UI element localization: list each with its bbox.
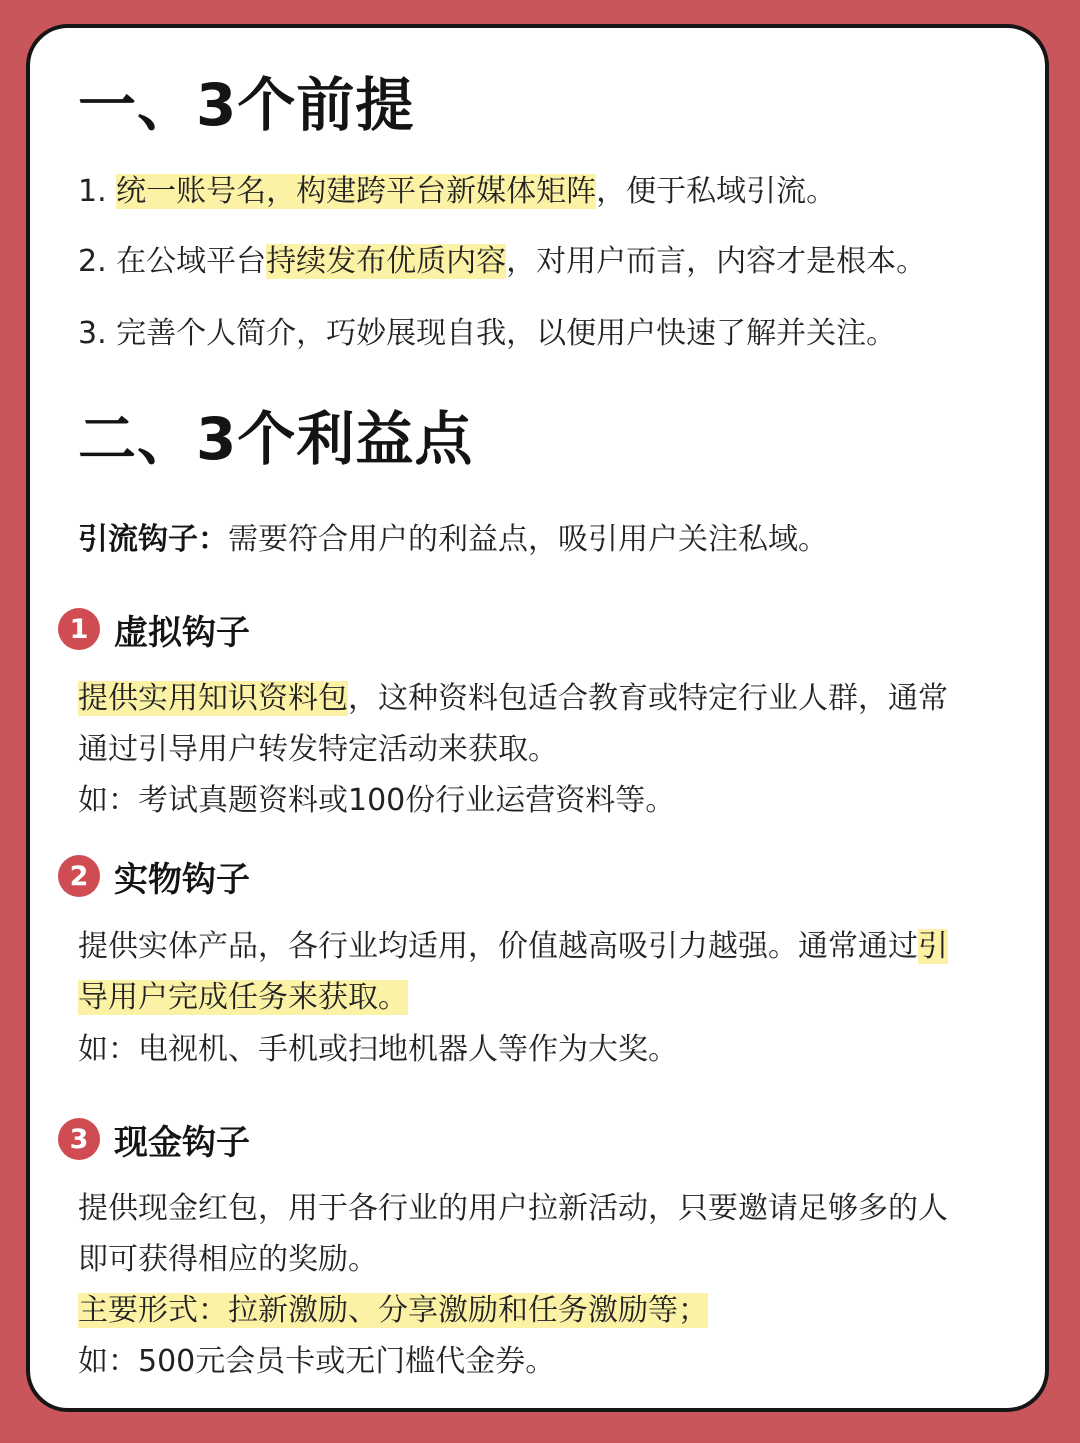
hook-1-line-2: 通过引导用户转发特定活动来获取。	[78, 732, 558, 767]
number-badge-3-icon: 3	[58, 1118, 100, 1160]
hook-1-title: 虚拟钩子	[114, 612, 250, 653]
hook-2-line-2	[78, 976, 408, 1020]
section-title-benefits: 二、3个利益点	[78, 405, 474, 473]
hook-2-heading	[58, 854, 250, 898]
hook-intro	[78, 518, 828, 562]
premise-1-rest: ，便于私域引流。	[596, 174, 837, 209]
hook-intro-label: 引流钩子：	[78, 522, 228, 557]
hook-1-line-1	[78, 677, 948, 721]
hook-3-line-1: 提供现金红包，用于各行业的用户拉新活动，只要邀请足够多的人	[78, 1191, 948, 1226]
hook-3-line-3	[78, 1289, 708, 1333]
hook-2-example: 如：电视机、手机或扫地机器人等作为大奖。	[78, 1032, 678, 1067]
premise-2-prefix: 2. 在公域平台	[78, 244, 267, 279]
premise-item-1	[78, 170, 836, 214]
hook-1-highlight: 提供实用知识资料包	[78, 681, 348, 716]
hook-3-example: 如：500元会员卡或无门槛代金券。	[78, 1344, 556, 1379]
number-badge-1-icon: 1	[58, 608, 100, 650]
premise-item-3: 3. 完善个人简介，巧妙展现自我，以便用户快速了解并关注。	[78, 316, 897, 351]
hook-2-line-2-highlight: 导用户完成任务来获取。	[78, 980, 408, 1015]
premise-2-highlight: 持续发布优质内容	[266, 244, 507, 279]
hook-1-line-1-rest: ，这种资料包适合教育或特定行业人群，通常	[348, 681, 948, 716]
hook-2-title: 实物钩子	[114, 859, 250, 900]
hook-3-line-2: 即可获得相应的奖励。	[78, 1242, 378, 1277]
hook-1-heading	[58, 607, 250, 651]
number-badge-2-icon: 2	[58, 855, 100, 897]
hook-3-heading	[58, 1117, 250, 1161]
premise-2-rest: ，对用户而言，内容才是根本。	[506, 244, 927, 279]
section-title-premises: 一、3个前提	[78, 71, 415, 139]
premise-item-2	[78, 240, 926, 284]
hook-3-title: 现金钩子	[114, 1122, 250, 1163]
hook-2-line-1	[78, 925, 948, 969]
premise-1-prefix: 1.	[78, 174, 117, 209]
hook-3-highlight: 主要形式：拉新激励、分享激励和任务激励等；	[78, 1293, 708, 1328]
premise-1-highlight: 统一账号名，构建跨平台新媒体矩阵	[116, 174, 597, 209]
hook-2-line-1-highlight: 引	[918, 929, 948, 964]
hook-1-example: 如：考试真题资料或100份行业运营资料等。	[78, 783, 676, 818]
hook-intro-text: 需要符合用户的利益点，吸引用户关注私域。	[228, 522, 828, 557]
hook-2-line-1-text: 提供实体产品，各行业均适用，价值越高吸引力越强。通常通过	[78, 929, 918, 964]
content-card	[26, 24, 1049, 1412]
